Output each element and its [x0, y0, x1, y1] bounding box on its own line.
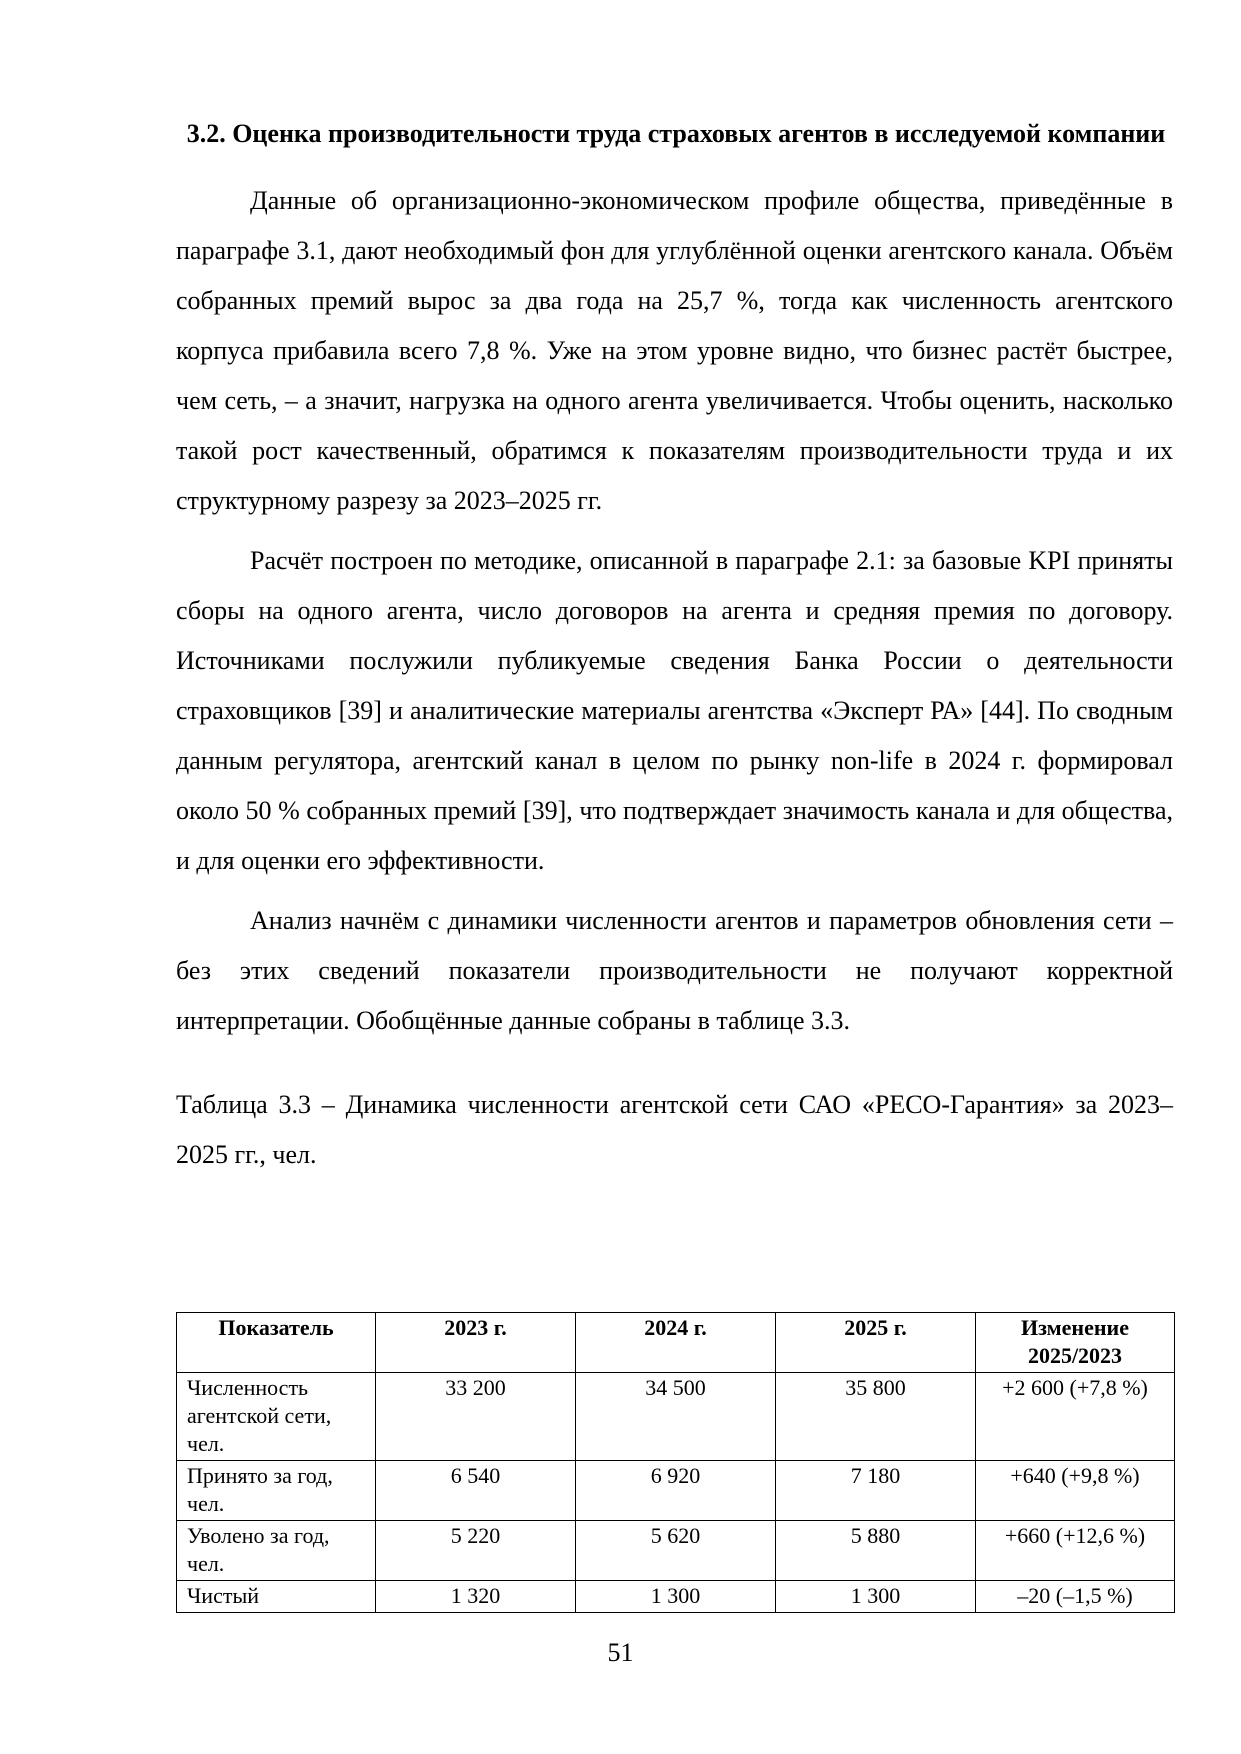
header-change: Изменение 2025/2023	[976, 1313, 1175, 1373]
cell-2023: 1 320	[376, 1581, 576, 1613]
cell-2024: 5 620	[576, 1521, 776, 1581]
cell-2023: 33 200	[376, 1373, 576, 1461]
table-caption: Таблица 3.3 – Динамика численности агентской сети САО «РЕСО-Гарантия» за 2023–2025 гг., чел.	[176, 1090, 1173, 1169]
table-row	[177, 1581, 1175, 1613]
cell-2024: 1 300	[576, 1581, 776, 1613]
page-number: 51	[607, 1638, 634, 1667]
cell-change: +2 600 (+7,8 %)	[976, 1373, 1175, 1461]
table-row	[177, 1461, 1175, 1521]
table-row	[177, 1373, 1175, 1461]
cell-change: –20 (–1,5 %)	[976, 1581, 1175, 1613]
cell-change: +640 (+9,8 %)	[976, 1461, 1175, 1521]
row-label: Принято за год, чел.	[177, 1461, 376, 1521]
section-heading: 3.2. Оценка производительности труда страховых агентов в исследуемой компании	[186, 119, 1166, 148]
cell-2023: 6 540	[376, 1461, 576, 1521]
paragraph-1: Данные об организационно-экономическом профиле общества, приведённые в параграфе 3.1, дают необходимый фон для углублённой оценки агентского канала. Объём собранных премий вырос за два года на 25,7 %, тогда как численность агентского корпуса прибавила всего 7,8 %. Уже на этом уровне видно, что бизнес растёт быстрее, чем сеть, – а значит, нагрузка на одного агента увеличивается. Чтобы оценить, насколько такой рост качественный, обратимся к показателям производительности труда и их структурному разрезу за 2023–2025 гг.	[176, 186, 1173, 515]
cell-2023: 5 220	[376, 1521, 576, 1581]
cell-2024: 6 920	[576, 1461, 776, 1521]
cell-2025: 1 300	[776, 1581, 976, 1613]
cell-change: +660 (+12,6 %)	[976, 1521, 1175, 1581]
agent-network-table	[176, 1312, 1175, 1613]
cell-2025: 35 800	[776, 1373, 976, 1461]
table-header-row	[177, 1313, 1175, 1373]
table-row	[177, 1521, 1175, 1581]
paragraph-3: Анализ начнём с динамики численности агентов и параметров обновления сети – без этих сведений показатели производительности не получают корректной интерпретации. Обобщённые данные собраны в таблице 3.3.	[176, 906, 1173, 1035]
cell-2024: 34 500	[576, 1373, 776, 1461]
header-indicator: Показатель	[177, 1313, 376, 1373]
row-label: Численность агентской сети, чел.	[177, 1373, 376, 1461]
row-label: Чистый	[177, 1581, 376, 1613]
header-2024: 2024 г.	[576, 1313, 776, 1373]
header-2025: 2025 г.	[776, 1313, 976, 1373]
paragraph-2: Расчёт построен по методике, описанной в параграфе 2.1: за базовые KPI приняты сборы на одного агента, число договоров на агента и средняя премия по договору. Источниками послужили публикуемые сведения Банка России о деятельности страховщиков [39] и аналитические материалы агентства «Эксперт РА» [44]. По сводным данным регулятора, агентский канал в целом по рынку non-life в 2024 г. формировал около 50 % собранных премий [39], что подтверждает значимость канала и для общества, и для оценки его эффективности.	[176, 546, 1173, 875]
cell-2025: 5 880	[776, 1521, 976, 1581]
cell-2025: 7 180	[776, 1461, 976, 1521]
row-label: Уволено за год, чел.	[177, 1521, 376, 1581]
header-2023: 2023 г.	[376, 1313, 576, 1373]
